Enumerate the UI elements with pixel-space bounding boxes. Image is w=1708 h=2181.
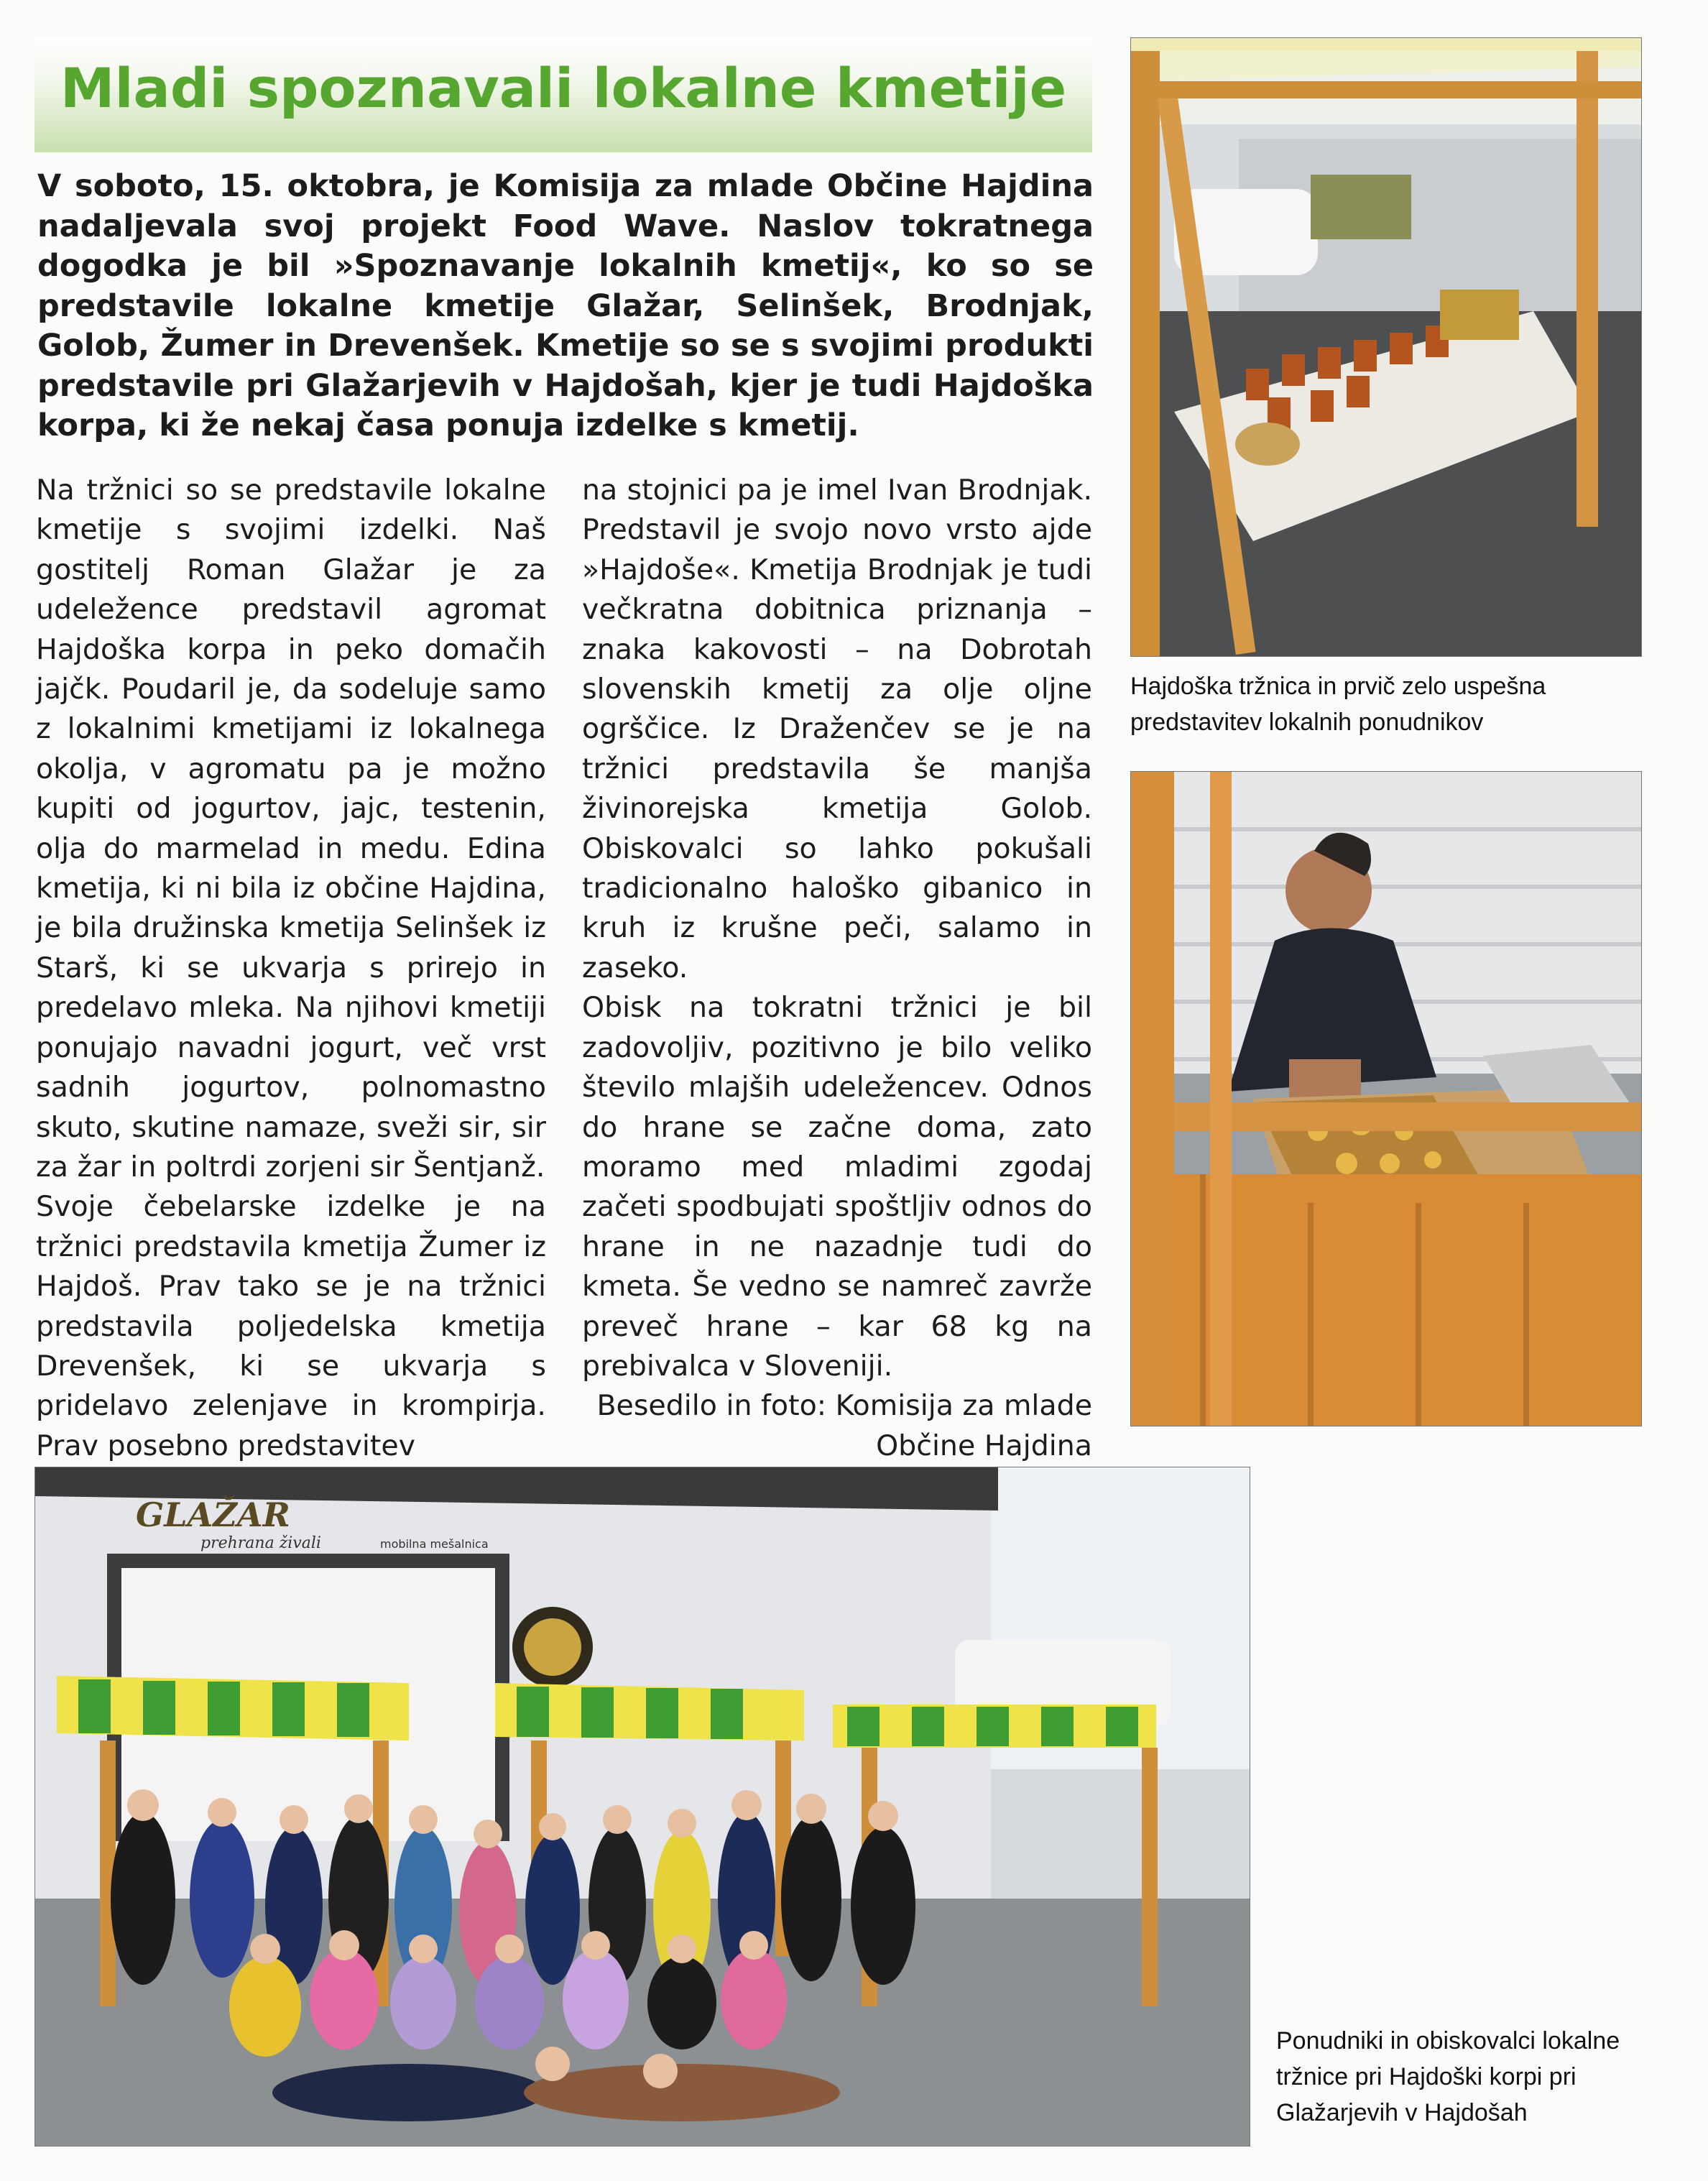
article-lead: V soboto, 15. oktobra, je Komisija za mlade Občine Hajdina nadaljevala svoj projekt Food Wave. Naslov tokratnega dogodka je bil »Spoznavanje lokalnih kmetij«, ko so se predstavile lokalne kmetije Glažar, Selinšek, Brodnjak, Golob, Žumer in Drevenšek. Kmetije so se s svojimi produkti predstavile pri Glažarjevih v Hajdošah, kjer je tudi Hajdoška korpa, ki že nekaj časa ponuja izdelke s kmetij. (37, 168, 1094, 443)
market-stall-photo (1130, 37, 1642, 657)
sign-subtitle: prehrana živali (200, 1534, 321, 1552)
text-column-right (582, 471, 1092, 1466)
sign-brand: GLAŽAR (136, 1495, 290, 1534)
article-title: Mladi spoznavali lokalne kmetije (60, 56, 1067, 120)
photo-credit: Besedilo in foto: Komisija za mlade Občine Hajdina (596, 1389, 1092, 1462)
gibanica-photo (1130, 771, 1642, 1426)
group-photo (34, 1467, 1250, 2147)
paragraph: na stojnici pa je imel Ivan Brodnjak. Predstavil je svojo novo vrsto ajde »Hajdoše«. Kmetija Brodnjak je tudi večkratna dobitnica priznanja – znaka kakovosti – na Dobrotah slovenskih kmetij za olje oljne ogrščice. Iz Draženčev se je na tržnici predstavila še manjša živinorejska kmetija Golob. Obiskovalci so lahko pokušali tradicionalno haloško gibanico in kruh iz krušne peči, salamo in zaseko. (582, 474, 1092, 985)
paragraph: Svoje čebelarske izdelke je na tržnici predstavila kmetija Žumer iz Hajdoš. Prav tako se je na tržnici predstavila poljedelska kmetija Drevenšek, ki se ukvarja s pridelavo zelenjave in krompirja. Prav posebno predstavitev (36, 1190, 546, 1462)
paragraph: Na tržnici so se predstavile lokalne kmetije s svojimi izdelki. Naš gostitelj Roman Glažar je za udeležence predstavil agromat Hajdoška korpa in peko domačih jajčk. Poudaril je, da sodeluje samo z lokalnimi kmetijami iz lokalnega okolja, v agromatu pa je možno kupiti od jogurtov, jajc, testenin, olja do marmelad in medu. Edina kmetija, ki ni bila iz občine Hajdina, je bila družinska kmetija Selinšek iz Starš, ki se ukvarja s prirejo in predelavo mleka. Na njihovi kmetiji ponujajo navadni jogurt, več vrst sadnih jogurtov, polnomastno skuto, skutine namaze, sveži sir, sir za žar in poltrdi zorjeni sir Šentjanž. (36, 474, 546, 1184)
text-column-left (36, 471, 546, 1466)
title-banner (34, 37, 1092, 152)
sign-truck: mobilna mešalnica (380, 1537, 489, 1551)
paragraph: Obisk na tokratni tržnici je bil zadovoljiv, pozitivno je bilo veliko število mlajših udeležencev. Odnos do hrane se začne doma, zato moramo med mladimi zgodaj začeti spodbujati spoštljiv odnos do hrane in ne nazadnje tudi do kmeta. Še vedno se namreč zavrže preveč hrane – kar 68 kg na prebivalca v Sloveniji. (582, 991, 1092, 1383)
photo-caption: Ponudniki in obiskovalci lokalne tržnice pri Hajdoški korpi pri Glažarjevih v Hajdošah (1276, 2027, 1620, 2126)
photo-caption: Hajdoška tržnica in prvič zelo uspešna predstavitev lokalnih ponudnikov (1130, 673, 1546, 736)
